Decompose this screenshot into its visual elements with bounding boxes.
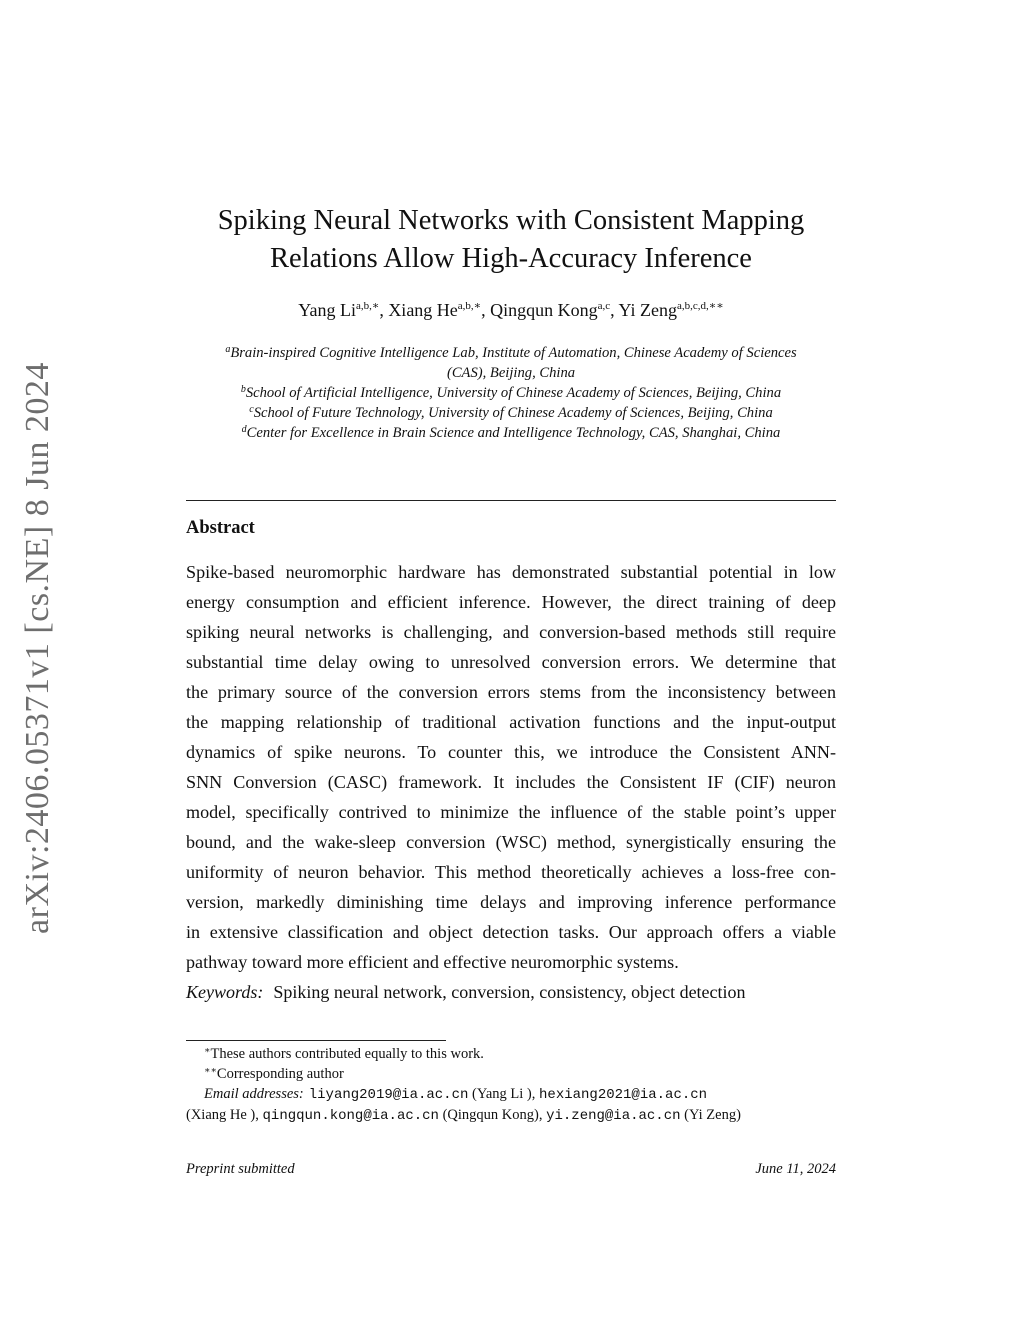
arxiv-identifier-stamp [8,362,68,934]
author-name: Yi Zeng [618,300,678,320]
abstract-line: Spike-based neuromorphic hardware has demonstrated substantial potential in low [186,562,836,582]
affiliation-text: School of Artificial Intelligence, University of Chinese Academy of Sciences, Beijing, China [245,385,782,401]
abstract-line: model, specifically contrived to minimize the influence of the stable point’s upper [186,802,836,822]
title-line-1: Spiking Neural Networks with Consistent Mapping [217,205,805,236]
abstract-line: the primary source of the conversion errors stems from the inconsistency between [186,682,836,702]
affiliation-text: Center for Excellence in Brain Science and Intelligence Technology, CAS, Shanghai, China [246,425,781,441]
affiliation-mark: d [241,424,247,435]
title-line-2: Relations Allow High-Accuracy Inference [270,243,752,274]
email-owner: (Yi Zeng) [684,1107,741,1123]
affiliation-mark: c [249,404,254,415]
author-name: Yang Li [298,300,356,320]
email-owner: (Xiang He ), [186,1107,259,1123]
footnote-emails-continued [186,1105,836,1126]
footnote-divider [186,1040,446,1041]
footnote-mark: ∗ [204,1046,211,1056]
author-affiliation-marks: a,b,∗ [355,300,380,312]
footnote-text: Corresponding author [216,1066,344,1082]
abstract-line: uniformity of neuron behavior. This method theoretically achieves a loss-free con- [186,862,836,882]
abstract-line: spiking neural networks is challenging, and conversion-based methods still require [186,622,836,642]
abstract-line: energy consumption and efficient inference. However, the direct training of deep [186,592,836,612]
author-affiliation-marks: a,b,∗ [457,300,482,312]
abstract-line: in extensive classification and object detection tasks. Our approach offers a viable [186,922,836,942]
affiliation-text: School of Future Technology, University of Chinese Academy of Sciences, Beijing, China [253,405,773,421]
email-label: Email addresses: [204,1086,304,1102]
author-name: Xiang He [388,300,458,320]
footnote-equal-contribution [186,1044,836,1064]
affiliation-text: Brain-inspired Cognitive Intelligence Lab, Institute of Automation, Chinese Academy of Sciences [230,345,797,361]
abstract-body [186,557,836,977]
affiliation-list [186,343,836,443]
abstract-line: substantial time delay owing to unresolved conversion errors. We determine that [186,652,836,672]
keywords-label: Keywords: [186,982,264,1002]
affiliation-b [186,383,836,403]
email-link[interactable]: hexiang2021@ia.ac.cn [539,1087,708,1103]
abstract-line: dynamics of spike neurons. To counter this, we introduce the Consistent ANN- [186,742,836,762]
author-affiliation-marks: a,b,c,d,∗∗ [677,300,724,312]
author-list: Yang $Li^{a,b,∗}$, Xiang $He^{a,b,∗}$, Qingqun Kong$^{a,c}$, Yi Zeng$^{a,b,c,d,∗∗}$ [298,300,724,320]
affiliation-d [186,423,836,443]
abstract-heading: Abstract [186,518,255,538]
abstract-line: pathway toward more efficient and effective neuromorphic systems. [186,952,679,972]
arxiv-identifier-text: arXiv:2406.05371v1 [cs.NE] 8 Jun 2024 [19,362,57,934]
abstract-line: SNN Conversion (CASC) framework. It includes the Consistent IF (CIF) neuron [186,772,836,792]
affiliation-mark: a [225,344,231,355]
footnote-mark: ∗∗ [204,1066,217,1076]
keywords [186,982,836,1003]
footnote-text: These authors contributed equally to this work. [210,1046,484,1062]
author-affiliation-marks: a,c [597,300,611,312]
affiliation-mark: b [240,384,246,395]
email-owner: (Yang Li ), [472,1086,536,1102]
keywords-text: Spiking neural network, conversion, consistency, object detection [273,982,746,1002]
author-name: Qingqun Kong [490,300,598,320]
abstract-line: version, markedly diminishing time delays and improving inference performance [186,892,836,912]
email-link[interactable]: liyang2019@ia.ac.cn [308,1087,469,1103]
email-link[interactable]: yi.zeng@ia.ac.cn [546,1108,681,1124]
email-owner: (Qingqun Kong), [442,1107,543,1123]
footnote-corresponding-author [186,1064,836,1084]
footnote-emails [186,1084,836,1105]
abstract-line: the mapping relationship of traditional activation functions and the input-output [186,712,836,732]
abstract-line: bound, and the wake-sleep conversion (WSC) method, synergistically ensuring the [186,832,836,852]
preprint-note: Preprint submitted [186,1161,295,1177]
affiliation-a [186,343,836,363]
header-divider [186,500,836,501]
footnotes [186,1044,836,1126]
affiliation-c [186,403,836,423]
affiliation-a-continued: (CAS), Beijing, China [446,365,576,381]
email-link[interactable]: qingqun.kong@ia.ac.cn [262,1108,439,1124]
preprint-date: June 11, 2024 [755,1161,836,1177]
paper-title [186,202,836,278]
